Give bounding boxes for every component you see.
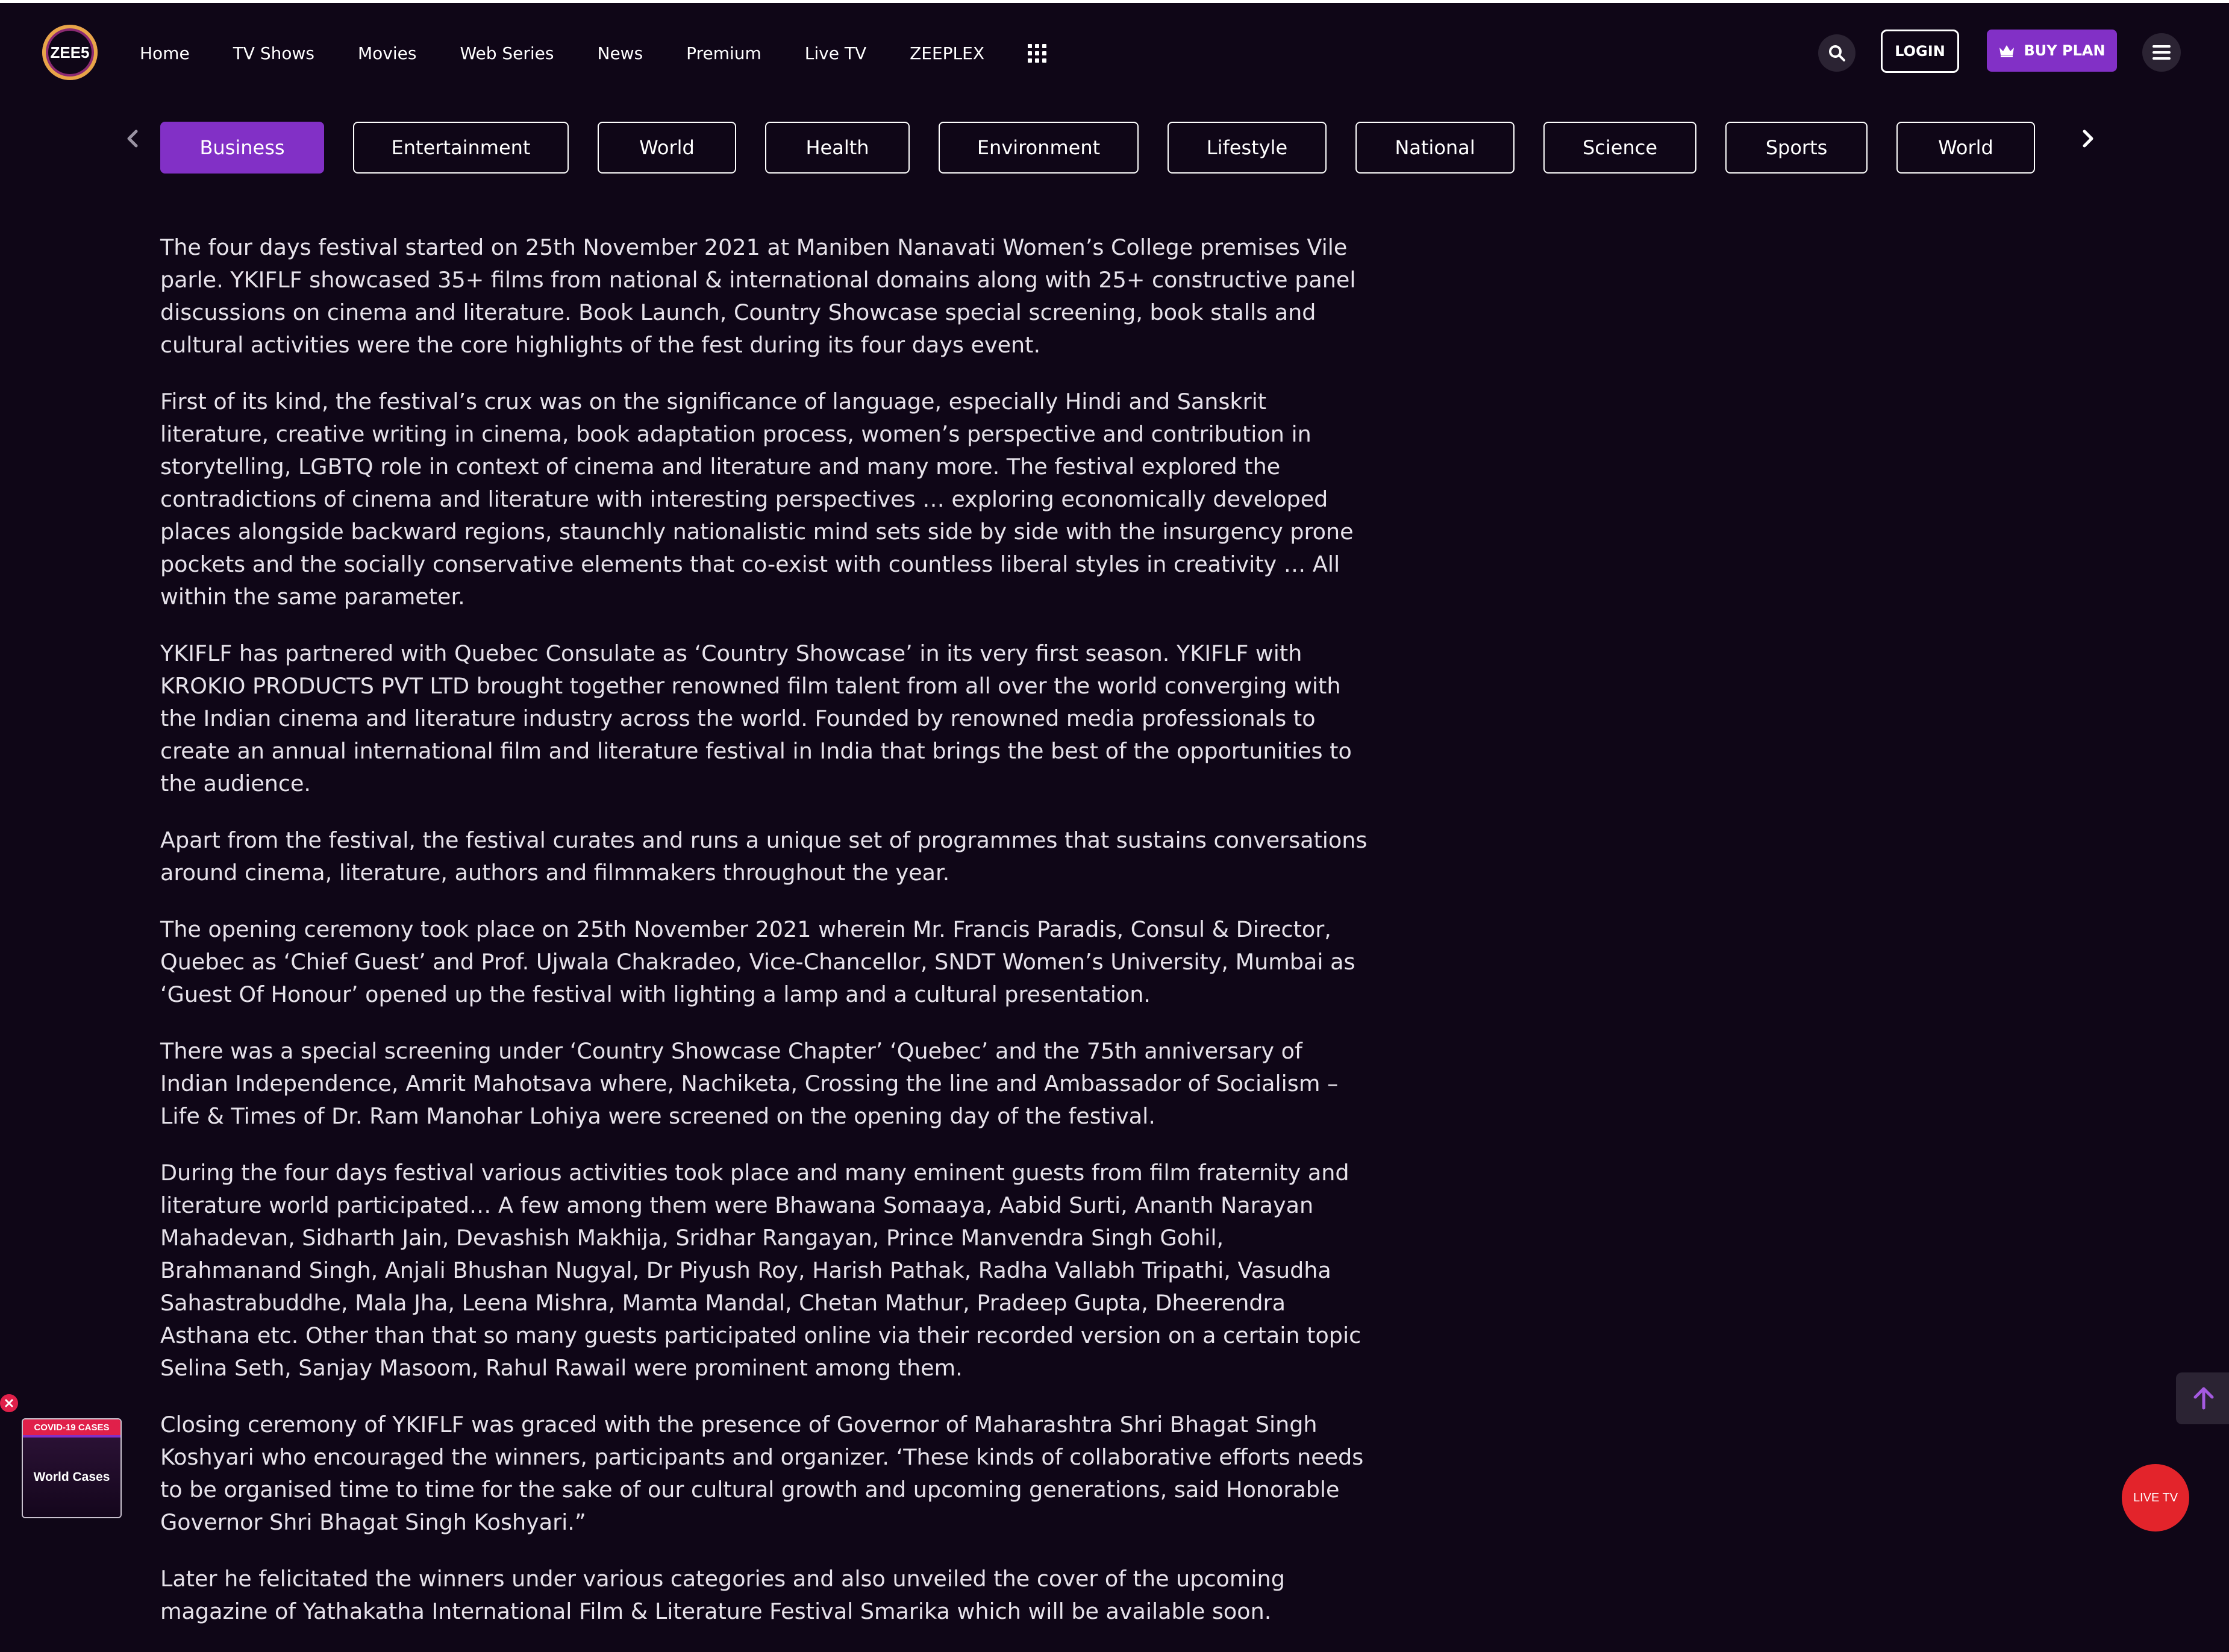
category-business[interactable]: Business xyxy=(160,122,324,174)
article-paragraph: The opening ceremony took place on 25th November 2021 wherein Mr. Francis Paradis, Consul & Director, Quebec as ‘Chief Guest’ and Prof. Ujwala Chakradeo, Vice-Chancellor, SNDT Women’s University, Mumbai as ‘Guest Of Honour’ opened up the festival with lighting a lamp and a cultural presentation. xyxy=(160,916,1355,1007)
logo-text: ZEE5 xyxy=(50,43,90,61)
article-paragraph: The four days festival started on 25th November 2021 at Maniben Nanavati Women’s College premises Vile parle. YKIFLF showcased 35+ films from national & international domains along with 25+ constructive panel discussions on cinema and literature. Book Launch, Country Showcase special screening, book stalls and cultural activities were the core highlights of the fest during its four days event. xyxy=(160,234,1356,358)
category-entertainment[interactable]: Entertainment xyxy=(353,122,569,174)
category-bar xyxy=(0,114,2229,181)
nav-item-movies[interactable]: Movies xyxy=(357,43,417,63)
category-lifestyle[interactable]: Lifestyle xyxy=(1168,122,1327,174)
article-paragraph: Closing ceremony of YKIFLF was graced with the presence of Governor of Maharashtra Shri Bhagat Singh Koshyari who encouraged the winners, participants and organizer. ‘These kinds of collaborative efforts needs to be organised time to time for the sake of our cultural growth and upcoming generations, said Honorable Governor Shri Bhagat Singh Koshyari.” xyxy=(160,1412,1364,1535)
covid-cases-widget[interactable] xyxy=(22,1418,122,1518)
covid-widget-header: COVID-19 CASES xyxy=(23,1419,120,1438)
nav-item-tv-shows[interactable]: TV Shows xyxy=(233,43,314,63)
article-paragraph: Later he felicitated the winners under various categories and also unveiled the cover of the upcoming magazine of Yathakatha International Film & Literature Festival Smarika which will be available soon. xyxy=(160,1566,1285,1624)
article-paragraph: Apart from the festival, the festival curates and runs a unique set of programmes that sustains conversations around cinema, literature, authors and filmmakers throughout the year. xyxy=(160,827,1368,886)
live-tv-button[interactable]: LIVE TV xyxy=(2122,1464,2189,1532)
article-paragraph: First of its kind, the festival’s crux was on the significance of language, especially Hindi and Sanskrit literature, creative writing in cinema, book adaptation process, women’s perspective and contribution in storytelling, LGBTQ role in context of cinema and literature and many more. The festival explored the contradictions of cinema and literature with interesting perspectives … exploring economically developed places alongside backward regions, staunchly nationalistic mind sets side by side with the insurgency prone pockets and the socially conservative elements that co-exist with countless liberal styles in creativity … All within the same parameter. xyxy=(160,389,1354,610)
category-national[interactable]: National xyxy=(1355,122,1515,174)
article-paragraph: YKIFLF has partnered with Quebec Consulate as ‘Country Showcase’ in its very first season. YKIFLF with KROKIO PRODUCTS PVT LTD brought together renowned film talent from all over the world converging with the Indian cinema and literature industry across the world. Founded by renowned media professionals to create an annual international film and literature festival in India that brings the best of the opportunities to the audience. xyxy=(160,640,1352,796)
category-prev-button[interactable] xyxy=(120,127,145,151)
search-icon xyxy=(1828,44,1846,62)
top-header xyxy=(0,0,2229,96)
main-nav xyxy=(140,38,1046,68)
nav-item-web-series[interactable]: Web Series xyxy=(460,43,554,63)
category-next-button[interactable] xyxy=(2076,127,2100,151)
nav-item-premium[interactable]: Premium xyxy=(686,43,761,63)
article-paragraph: During the four days festival various activities took place and many eminent guests from film fraternity and literature world participated… A few among them were Bhawana Somaaya, Aabid Surti, Ananth Narayan Mahadevan, Sidharth Jain, Devashish Makhija, Sridhar Rangayan, Prince Manvendra Singh Gohil, Brahmanand Singh, Anjali Bhushan Nugyal, Dr Piyush Roy, Harish Pathak, Radha Vallabh Tripathi, Vasudha Sahastrabuddhe, Mala Jha, Leena Mishra, Mamta Mandal, Chetan Mathur, Pradeep Gupta, Dheerendra Asthana etc. Other than that so many guests participated online via their recorded version on a certain topic Selina Seth, Sanjay Masoom, Rahul Rawail were prominent among them. xyxy=(160,1160,1361,1381)
hamburger-menu-button[interactable] xyxy=(2142,33,2181,72)
covid-widget-close-button[interactable] xyxy=(0,1394,18,1412)
category-health[interactable]: Health xyxy=(765,122,910,174)
chevron-right-icon xyxy=(2081,129,2095,148)
category-world[interactable]: World xyxy=(598,122,736,174)
login-button[interactable]: LOGIN xyxy=(1881,30,1959,73)
crown-icon xyxy=(1998,44,2015,57)
covid-widget-label: World Cases xyxy=(23,1438,120,1517)
apps-grid-icon[interactable] xyxy=(1028,44,1046,63)
category-sports[interactable]: Sports xyxy=(1725,122,1868,174)
scroll-to-top-button[interactable] xyxy=(2176,1372,2229,1424)
chevron-left-icon xyxy=(125,129,140,148)
nav-item-home[interactable]: Home xyxy=(140,43,190,63)
category-science[interactable]: Science xyxy=(1543,122,1696,174)
arrow-up-icon xyxy=(2190,1385,2217,1412)
hamburger-menu-icon xyxy=(2152,45,2171,48)
nav-item-live-tv[interactable]: Live TV xyxy=(804,43,867,63)
nav-item-zeeplex[interactable]: ZEEPLEX xyxy=(910,43,985,63)
article-body xyxy=(160,231,1371,1652)
search-button[interactable] xyxy=(1818,34,1855,72)
buy-plan-label: BUY PLAN xyxy=(2024,42,2106,59)
category-world-2[interactable]: World xyxy=(1896,122,2035,174)
category-environment[interactable]: Environment xyxy=(939,122,1139,174)
zee5-logo[interactable] xyxy=(42,25,98,80)
article-paragraph: There was a special screening under ‘Country Showcase Chapter’ ‘Quebec’ and the 75th anniversary of Indian Independence, Amrit Mahotsava where, Nachiketa, Crossing the line and Ambassador of Socialism – Life & Times of Dr. Ram Manohar Lohiya were screened on the opening day of the festival. xyxy=(160,1038,1339,1129)
buy-plan-button[interactable] xyxy=(1987,30,2117,72)
nav-item-news[interactable]: News xyxy=(597,43,643,63)
close-icon xyxy=(4,1398,14,1408)
category-list xyxy=(160,122,2064,174)
